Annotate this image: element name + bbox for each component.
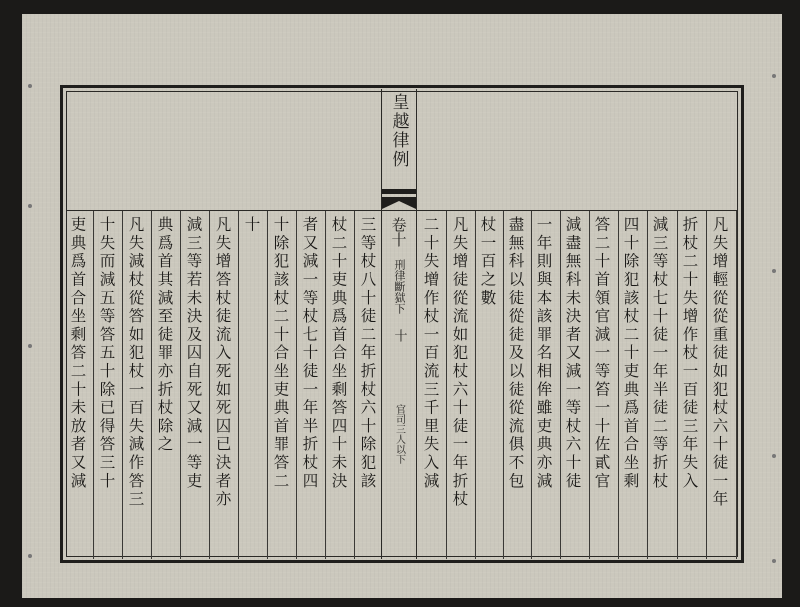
column-rule — [238, 211, 239, 559]
column-rule — [296, 211, 297, 559]
column-rule — [151, 211, 152, 559]
column-rule — [180, 211, 181, 559]
binding-hole — [772, 559, 776, 563]
text-column: 答二十首領官減一等笞一十佐貳官 — [592, 216, 611, 491]
column-rule — [736, 211, 737, 559]
column-rule — [589, 211, 590, 559]
binding-hole — [28, 554, 32, 558]
carver-note: 官司三人以下 — [393, 404, 405, 464]
text-column: 十除犯該杖二十合坐吏典首罪答二 — [271, 216, 290, 491]
text-column: 折杖二十失增作杖一百徒三年失入 — [680, 216, 699, 491]
column-rule — [325, 211, 326, 559]
column-rule — [560, 211, 561, 559]
book-title: 皇越律例 — [388, 93, 409, 169]
column-rule — [677, 211, 678, 559]
column-rule — [209, 211, 210, 559]
text-column: 吏典爲首合坐剩答二十未放者又減 — [68, 216, 87, 491]
column-rule — [93, 211, 94, 559]
text-column: 減三等杖七十徒一年半徒二等折杖 — [650, 216, 669, 491]
column-rule — [647, 211, 648, 559]
column-rule — [354, 211, 355, 559]
column-rule — [503, 211, 504, 559]
volume-label: 卷十 — [389, 217, 408, 247]
text-column: 者又減一等杖七十徒一年半折杖四 — [300, 216, 319, 491]
binding-hole — [28, 84, 32, 88]
text-column: 杖二十吏典爲首合坐剩答四十未決 — [329, 216, 348, 491]
text-column: 減盡無科未決者又減一等杖六十徒 — [563, 216, 582, 491]
text-column: 二十失增作杖一百流三千里失入減 — [421, 216, 440, 491]
binding-hole — [772, 269, 776, 273]
binding-hole — [772, 74, 776, 78]
column-rule — [531, 211, 532, 559]
text-column: 凡失增輕從從重徒如犯杖六十徒一年 — [710, 216, 729, 509]
center-column — [381, 89, 417, 559]
text-column: 十失而減五等答五十除已得答三十 — [97, 216, 116, 491]
binding-hole — [28, 204, 32, 208]
column-rule — [122, 211, 123, 559]
text-column: 減三等若未決及囚自死又減一等吏 — [184, 216, 203, 491]
text-column: 四十除犯該杖二十吏典爲首合坐剩 — [621, 216, 640, 491]
column-rule — [267, 211, 268, 559]
column-rule — [475, 211, 476, 559]
text-column: 十 — [242, 216, 261, 235]
text-column: 一年則與本該罪名相侔雖吏典亦減 — [534, 216, 553, 491]
column-rule — [446, 211, 447, 559]
folio-number: 十 — [391, 329, 407, 342]
text-column: 凡失減杖從答如犯杖一百失減作答三 — [126, 216, 145, 509]
text-column: 凡失增答杖徒流入死如死囚已決者亦 — [213, 216, 232, 509]
column-rule — [618, 211, 619, 559]
column-rule — [706, 211, 707, 559]
binding-hole — [28, 344, 32, 348]
text-column: 杖一百之數 — [478, 216, 497, 308]
binding-hole — [772, 454, 776, 458]
text-column: 凡失增徒從流如犯杖六十徒一年折杖 — [450, 216, 469, 509]
section-title: 刑律斷獄下 — [393, 259, 406, 314]
fishtail-mark — [382, 189, 416, 211]
text-column: 盡無科以徒從徒及以徒從流俱不包 — [506, 216, 525, 491]
text-column: 三等杖八十徒二年折杖六十除犯該 — [358, 216, 377, 491]
text-column: 典爲首其減至徒罪亦折杖除之 — [155, 216, 174, 454]
